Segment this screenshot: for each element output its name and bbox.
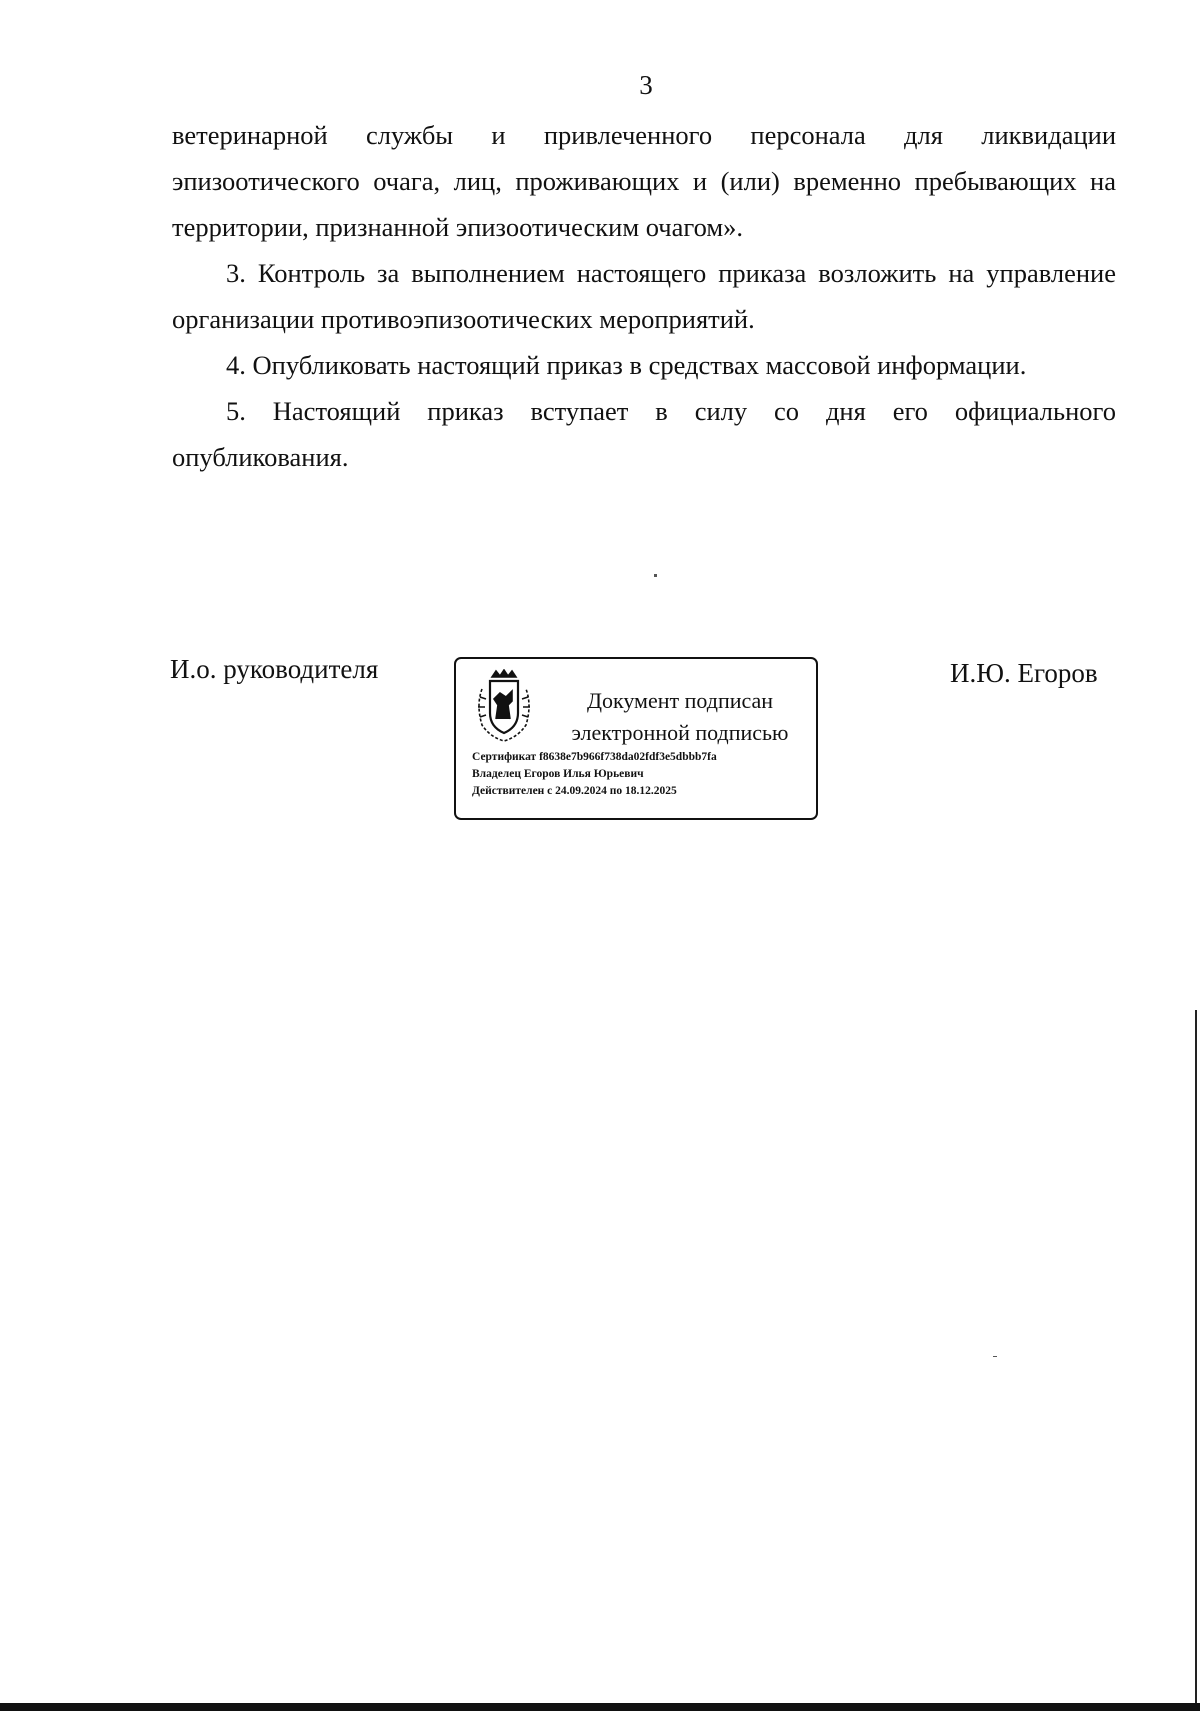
stamp-validity: Действителен с 24.09.2024 по 18.12.2025 bbox=[472, 785, 677, 797]
stamp-certificate: Сертификат f8638e7b966f738da02fdf3e5dbbb7fa bbox=[472, 751, 717, 763]
paragraph-item-5: 5. Настоящий приказ вступает в силу со дня его официального опубликования. bbox=[172, 396, 1116, 472]
document-body bbox=[172, 112, 1116, 480]
scan-edge-right bbox=[1195, 1010, 1197, 1703]
regional-coat-of-arms-icon bbox=[472, 669, 536, 743]
page-number: 3 bbox=[639, 70, 653, 100]
stamp-owner: Владелец Егоров Илья Юрьевич bbox=[472, 768, 644, 780]
scan-edge-bottom bbox=[0, 1703, 1200, 1711]
electronic-signature-stamp bbox=[454, 657, 818, 820]
stamp-headline bbox=[546, 685, 814, 749]
paragraph-continuation: ветеринарной службы и привлеченного персонала для ликвидации эпизоотического очага, лиц, проживающих и (или) временно пребывающих на территории, признанной эпизоотическим очагом». bbox=[172, 120, 1116, 242]
scan-speck bbox=[654, 574, 657, 577]
paragraph-item-3: 3. Контроль за выполнением настоящего приказа возложить на управление организации противоэпизоотических мероприятий. bbox=[172, 258, 1116, 334]
signer-name: И.Ю. Егоров bbox=[950, 658, 1098, 688]
scan-speck bbox=[993, 1356, 997, 1357]
signer-position-title: И.о. руководителя bbox=[170, 654, 379, 684]
stamp-details bbox=[472, 749, 812, 800]
paragraph-item-4: 4. Опубликовать настоящий приказ в средствах массовой информации. bbox=[226, 350, 1027, 380]
stamp-line-signed: Документ подписан bbox=[586, 688, 774, 713]
stamp-line-esignature: электронной подписью bbox=[571, 720, 789, 745]
